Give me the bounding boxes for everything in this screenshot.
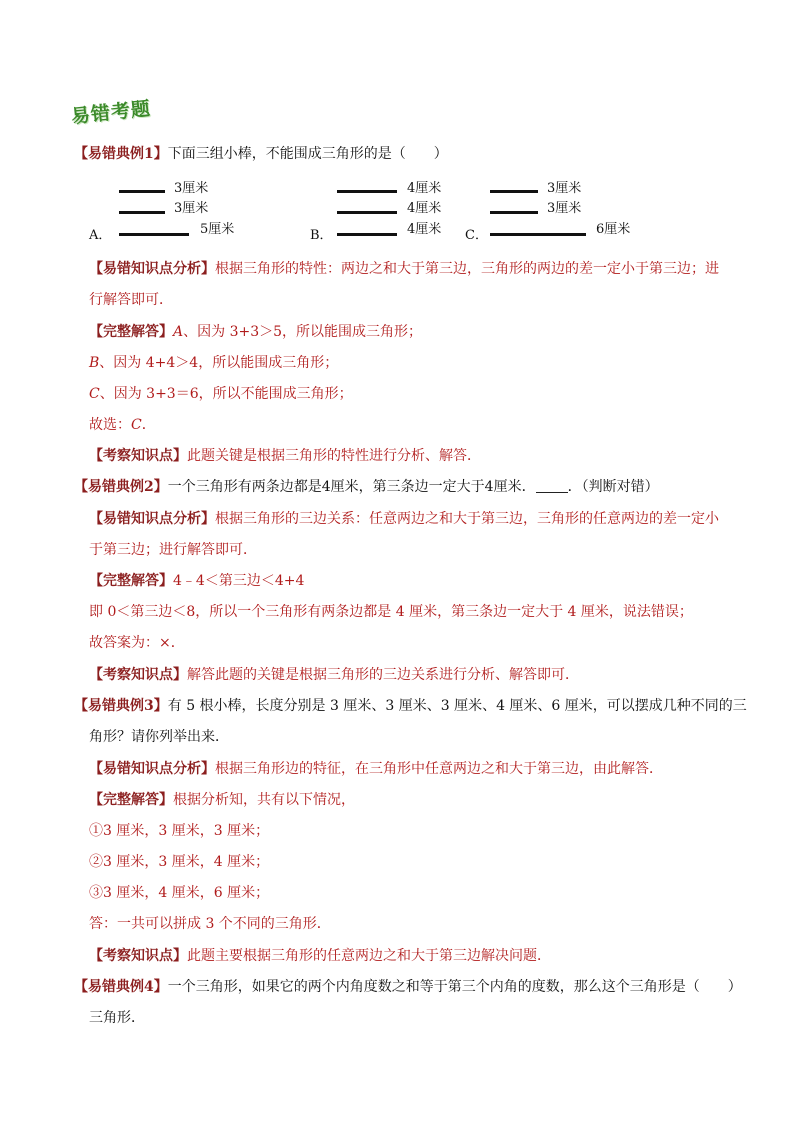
stick-a2-label: 3厘米	[174, 201, 209, 216]
ex1-point: 此题关键是根据三角形的特性进行分析、解答．	[187, 448, 481, 464]
ex2-analysis-2: 于第三边；进行解答即可．	[89, 542, 257, 558]
ex1-answer-b-letter: B	[89, 355, 100, 371]
ex2-answer-line1	[89, 571, 304, 591]
ex1-answer-line-c	[89, 384, 353, 404]
ex3-analysis-line	[89, 759, 663, 779]
ex1-answer-a: 、因为 3+3＞5，所以能围成三角形；	[183, 324, 423, 340]
ex2-point-line	[89, 665, 579, 685]
ex3-analysis-label: 【易错知识点分析】	[89, 761, 215, 777]
ex2-point-label: 【考察知识点】	[89, 667, 187, 683]
ex4-question-line1	[74, 977, 742, 997]
ex1-answer-c-letter: C	[89, 386, 100, 402]
ex1-answer-line-b	[89, 353, 338, 373]
ex1-answer-label: 【完整解答】	[89, 324, 173, 340]
option-a-letter: A．	[89, 228, 112, 243]
ex2-analysis-line1	[89, 509, 719, 529]
ex2-question-line	[74, 477, 659, 497]
ex1-choose-line	[89, 415, 156, 435]
ex3-label: 【易错典例3】	[74, 698, 168, 714]
ex3-answer-1: 根据分析知，共有以下情况，	[173, 792, 355, 808]
ex2-question-tail: ．（判断对错）	[567, 479, 659, 495]
stick-a3-label: 5厘米	[200, 222, 235, 237]
ex4-question-1: 一个三角形，如果它的两个内角度数之和等于第三个内角的度数，那么这个三角形是（ ）	[167, 979, 742, 995]
ex3-point-label: 【考察知识点】	[89, 948, 187, 964]
ex2-point: 解答此题的关键是根据三角形的三边关系进行分析、解答即可．	[187, 667, 579, 683]
ex3-case-1: ①3 厘米，3 厘米，3 厘米；	[89, 823, 270, 839]
stick-b2	[337, 211, 397, 214]
stick-a1-label: 3厘米	[174, 181, 209, 196]
stick-a1	[119, 190, 165, 193]
ex2-answer-2: 即 0＜第三边＜8，所以一个三角形有两条边都是 4 厘米，第三条边一定大于 4 厘米，说法错误；	[89, 604, 693, 620]
ex1-point-line	[89, 446, 481, 466]
stick-c1	[490, 190, 538, 193]
ex3-question-2: 角形？请你列举出来．	[89, 729, 229, 745]
ex1-point-label: 【考察知识点】	[89, 448, 187, 464]
ex1-question: 下面三组小棒，不能围成三角形的是（ ）	[167, 146, 448, 162]
stick-c2-label: 3厘米	[547, 201, 582, 216]
option-b-letter: B．	[310, 228, 333, 243]
stick-b3	[337, 233, 397, 236]
ex1-choose-letter: C	[131, 417, 142, 433]
ex3-case-2: ②3 厘米，3 厘米，4 厘米；	[89, 854, 270, 870]
ex1-answer-b: 、因为 4+4＞4，所以能围成三角形；	[99, 355, 339, 371]
ex4-label: 【易错典例4】	[74, 979, 168, 995]
stick-c2	[490, 211, 538, 214]
stick-a2	[119, 211, 165, 214]
ex1-answer-line-a	[89, 322, 422, 342]
ex2-analysis-1: 根据三角形的三边关系：任意两边之和大于第三边，三角形的任意两边的差一定小	[215, 511, 719, 527]
option-c-letter: C．	[465, 228, 488, 243]
ex1-answer-a-letter: A	[173, 324, 184, 340]
ex1-label: 【易错典例1】	[74, 146, 168, 162]
ex2-label: 【易错典例2】	[74, 479, 168, 495]
section-title: 易错考题	[70, 97, 152, 128]
ex1-answer-c: 、因为 3+3＝6，所以不能围成三角形；	[99, 386, 353, 402]
stick-b3-label: 4厘米	[407, 222, 442, 237]
ex3-question-1: 有 5 根小棒，长度分别是 3 厘米、3 厘米、3 厘米、4 厘米、6 厘米，可以摆成几种不同的三	[167, 698, 747, 714]
ex2-answer-1: 4﹣4＜第三边＜4+4	[173, 573, 305, 589]
stick-b1-label: 4厘米	[407, 181, 442, 196]
stick-b1	[337, 190, 397, 193]
ex1-question-line	[74, 144, 448, 164]
stick-a3	[119, 233, 189, 236]
ex2-analysis-label: 【易错知识点分析】	[89, 511, 215, 527]
ex2-answer-3: 故答案为：×．	[89, 635, 185, 651]
ex4-question-2: 三角形．	[89, 1010, 145, 1026]
stick-c3-label: 6厘米	[596, 222, 631, 237]
ex3-conclusion: 答：一共可以拼成 3 个不同的三角形．	[89, 916, 331, 932]
ex1-analysis-label: 【易错知识点分析】	[89, 261, 215, 277]
ex3-case-3: ③3 厘米，4 厘米，6 厘米；	[89, 885, 270, 901]
stick-b2-label: 4厘米	[407, 201, 442, 216]
ex2-question: 一个三角形有两条边都是4厘米，第三条边一定大于4厘米．	[167, 479, 536, 495]
ex3-answer-label: 【完整解答】	[89, 792, 173, 808]
ex2-answer-label: 【完整解答】	[89, 573, 173, 589]
ex3-analysis-1: 根据三角形边的特征，在三角形中任意两边之和大于第三边，由此解答．	[215, 761, 663, 777]
ex1-choose-prefix: 故选：	[89, 417, 131, 433]
ex3-answer-line1	[89, 790, 355, 810]
ex3-point: 此题主要根据三角形的任意两边之和大于第三边解决问题．	[187, 948, 551, 964]
ex1-choose-suffix: ．	[141, 417, 156, 433]
answer-blank	[536, 478, 568, 493]
ex1-analysis-1: 根据三角形的特性：两边之和大于第三边，三角形的两边的差一定小于第三边；进	[215, 261, 719, 277]
ex3-point-line	[89, 946, 551, 966]
ex1-analysis-line1	[89, 259, 719, 279]
stick-c1-label: 3厘米	[547, 181, 582, 196]
stick-c3	[490, 233, 586, 236]
ex3-question-line1	[74, 696, 747, 716]
ex1-analysis-2: 行解答即可．	[89, 292, 173, 308]
